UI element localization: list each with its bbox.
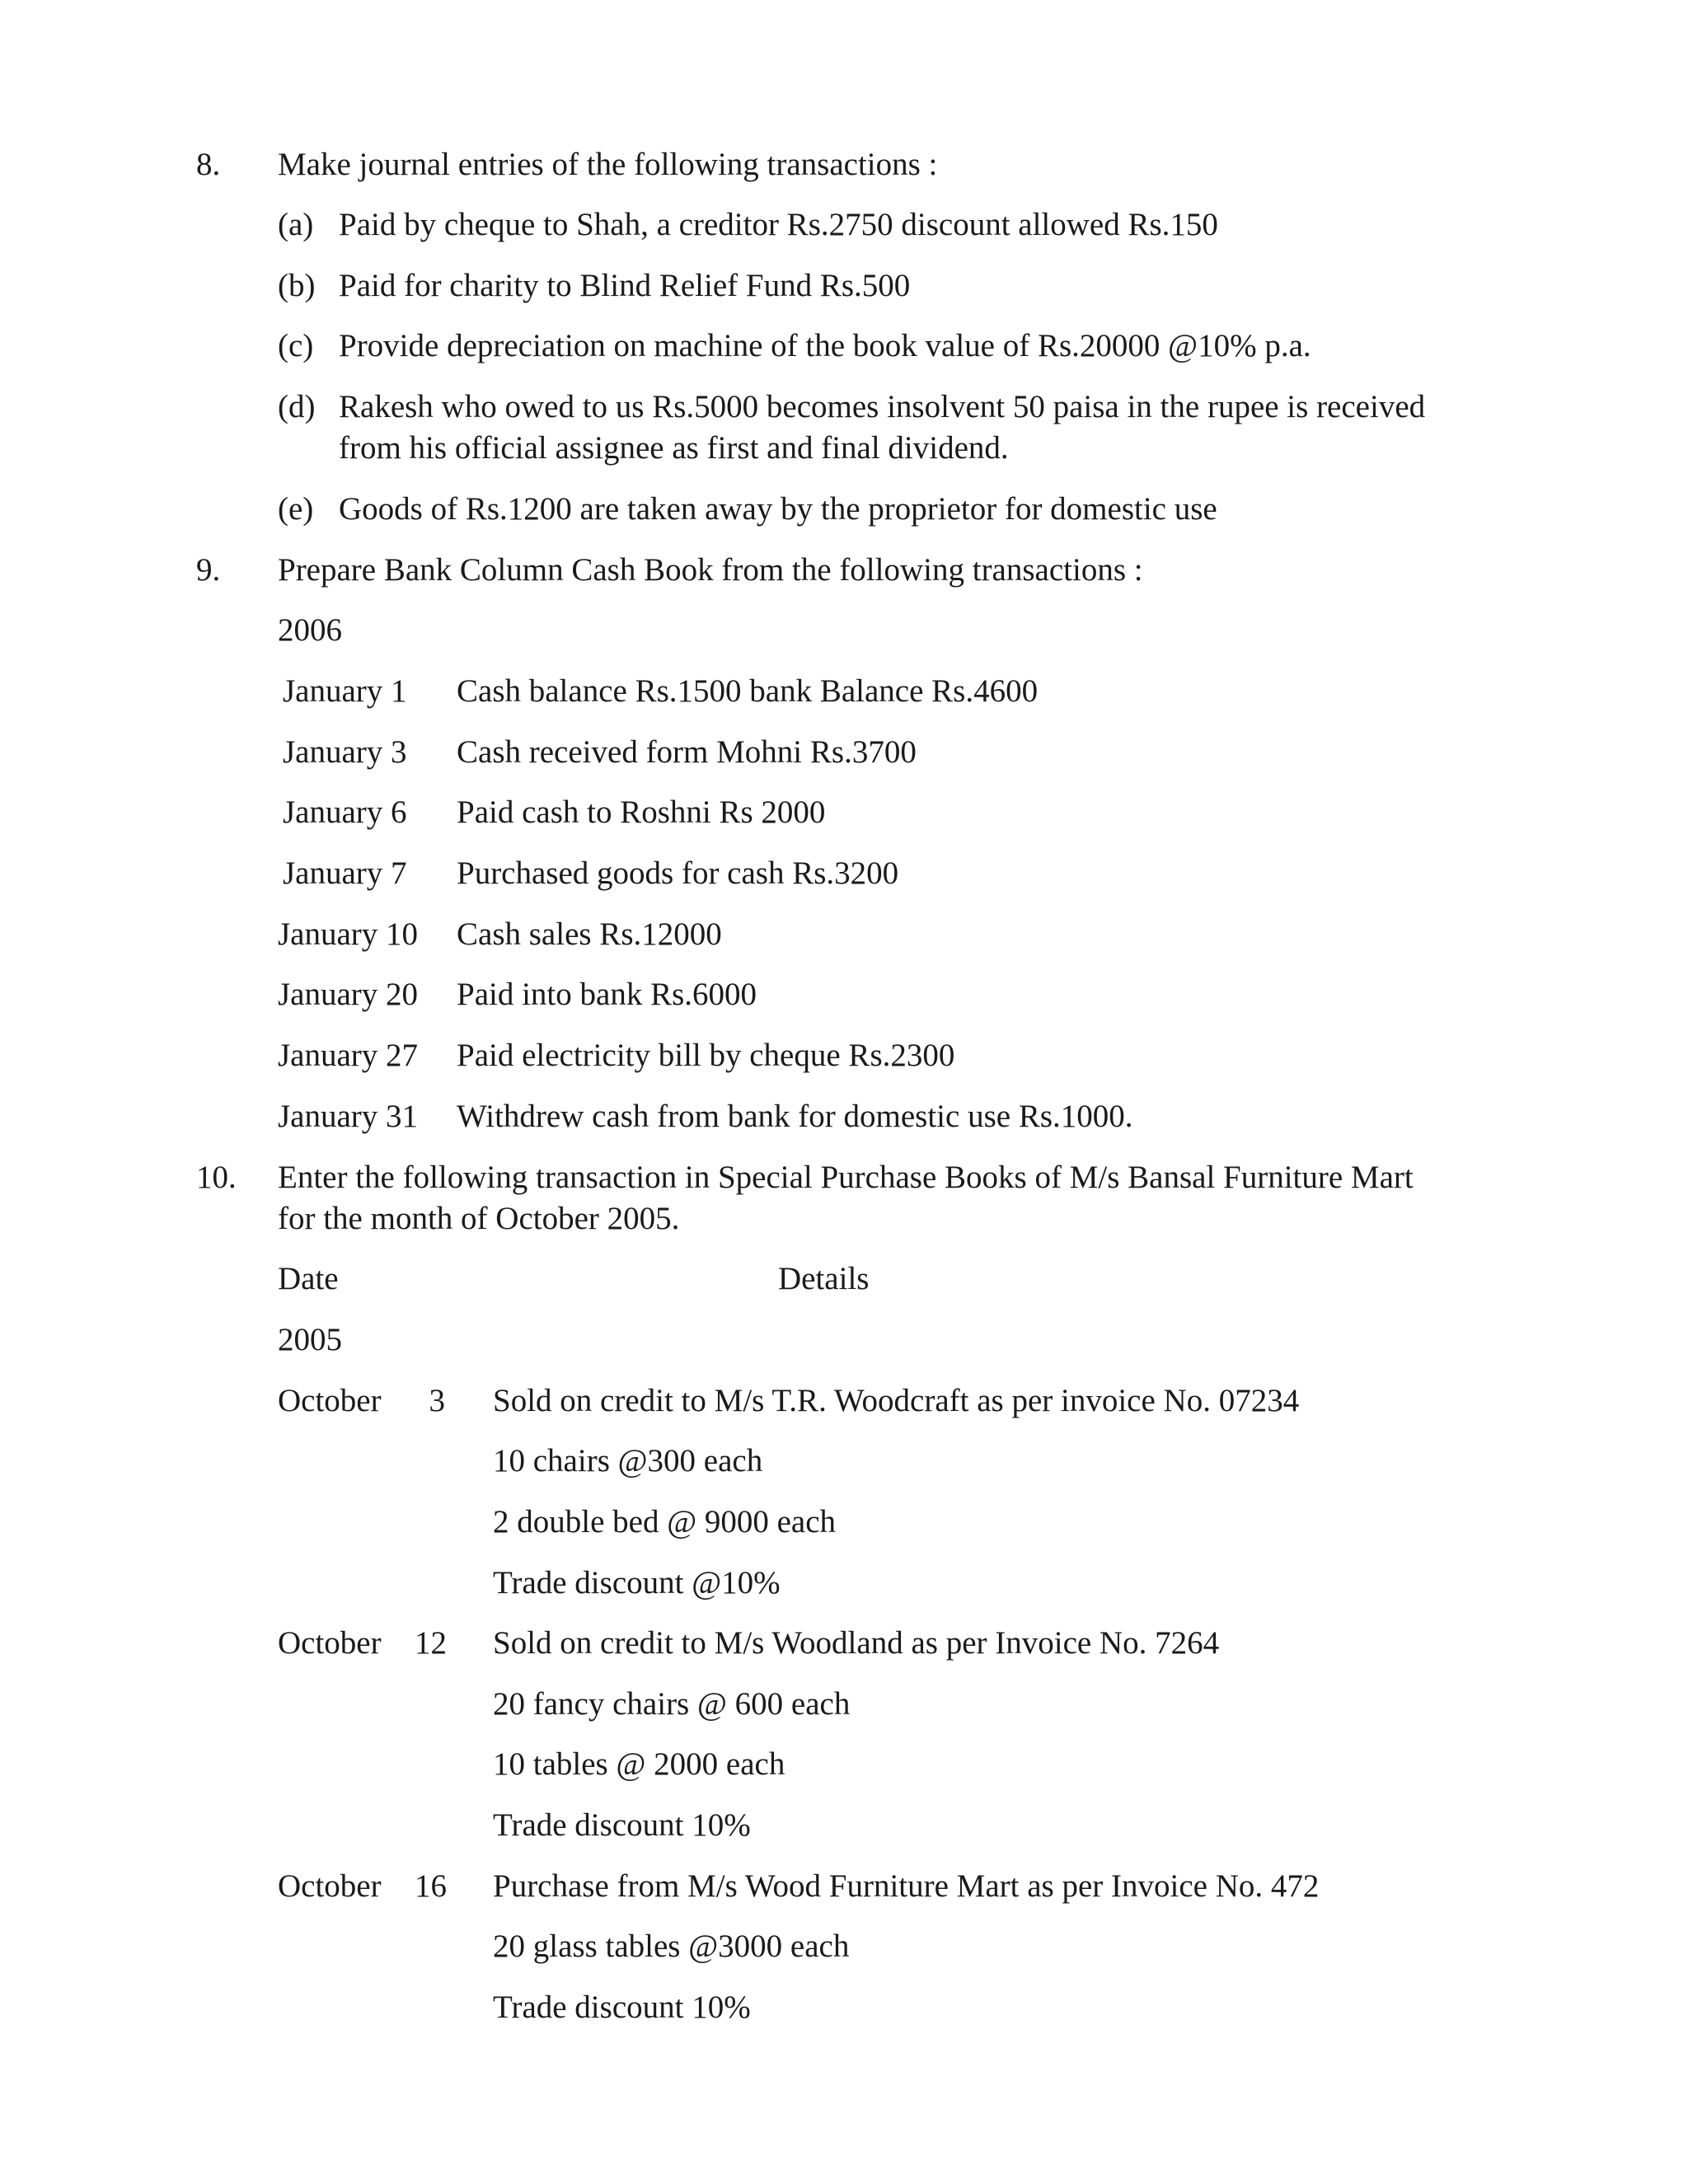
entry-line: Sold on credit to M/s Woodland as per Invoice No. 7264 (493, 1625, 1220, 1661)
year-label: 2006 (278, 612, 342, 648)
question-prompt: Prepare Bank Column Cash Book from the following transactions : (278, 552, 1143, 588)
entry-line: Trade discount @10% (493, 1565, 781, 1601)
year-label: 2005 (278, 1322, 342, 1357)
entry-line: 10 chairs @300 each (493, 1443, 763, 1479)
transaction-text: Cash balance Rs.1500 bank Balance Rs.4600 (457, 673, 1039, 709)
transaction-date: January 1 (283, 673, 407, 709)
transaction-date: January 10 (278, 916, 419, 952)
transaction-text: Paid into bank Rs.6000 (457, 977, 757, 1012)
item-text: Goods of Rs.1200 are taken away by the proprietor for domestic use (339, 491, 1217, 527)
transaction-date: January 27 (278, 1038, 419, 1073)
column-header-details: Details (778, 1261, 870, 1296)
entry-line: Sold on credit to M/s T.R. Woodcraft as per invoice No. 07234 (493, 1383, 1300, 1418)
question-prompt: Enter the following transaction in Special Purchase Books of M/s Bansal Furniture Mart (278, 1160, 1414, 1195)
transaction-text: Cash sales Rs.12000 (457, 916, 722, 952)
entry-day: 3 (429, 1383, 445, 1418)
entry-line: Purchase from M/s Wood Furniture Mart as per Invoice No. 472 (493, 1868, 1320, 1904)
transaction-text: Withdrew cash from bank for domestic use Rs.1000. (457, 1099, 1133, 1134)
entry-line: 20 fancy chairs @ 600 each (493, 1686, 851, 1722)
entry-month: October (278, 1383, 382, 1418)
question-number: 8. (196, 147, 221, 182)
item-text-continued: from his official assignee as first and final dividend. (339, 430, 1009, 466)
column-header-date: Date (278, 1261, 339, 1296)
question-number: 10. (196, 1160, 237, 1195)
item-label: (c) (278, 328, 314, 363)
entry-day: 16 (415, 1868, 447, 1904)
transaction-date: January 7 (283, 855, 407, 891)
entry-month: October (278, 1625, 382, 1661)
entry-line: 2 double bed @ 9000 each (493, 1504, 837, 1540)
item-label: (b) (278, 268, 316, 303)
transaction-text: Cash received form Mohni Rs.3700 (457, 734, 917, 770)
item-text: Paid by cheque to Shah, a creditor Rs.2750 discount allowed Rs.150 (339, 207, 1218, 242)
item-label: (e) (278, 491, 314, 527)
transaction-text: Paid cash to Roshni Rs 2000 (457, 794, 826, 830)
entry-day: 12 (415, 1625, 447, 1661)
transaction-text: Purchased goods for cash Rs.3200 (457, 855, 899, 891)
item-text: Paid for charity to Blind Relief Fund Rs.500 (339, 268, 911, 303)
question-number: 9. (196, 552, 221, 588)
transaction-text: Paid electricity bill by cheque Rs.2300 (457, 1038, 955, 1073)
entry-line: 10 tables @ 2000 each (493, 1746, 785, 1782)
entry-line: 20 glass tables @3000 each (493, 1929, 850, 1964)
item-text: Provide depreciation on machine of the book value of Rs.20000 @10% p.a. (339, 328, 1311, 363)
transaction-date: January 20 (278, 977, 419, 1012)
entry-line: Trade discount 10% (493, 1807, 751, 1843)
entry-line: Trade discount 10% (493, 1990, 751, 2025)
transaction-date: January 3 (283, 734, 407, 770)
item-label: (a) (278, 207, 314, 242)
entry-month: October (278, 1868, 382, 1904)
question-prompt-continued: for the month of October 2005. (278, 1201, 680, 1236)
transaction-date: January 31 (278, 1099, 419, 1134)
question-prompt: Make journal entries of the following transactions : (278, 147, 938, 182)
item-label: (d) (278, 389, 316, 424)
transaction-date: January 6 (283, 794, 407, 830)
item-text: Rakesh who owed to us Rs.5000 becomes insolvent 50 paisa in the rupee is received (339, 389, 1426, 424)
